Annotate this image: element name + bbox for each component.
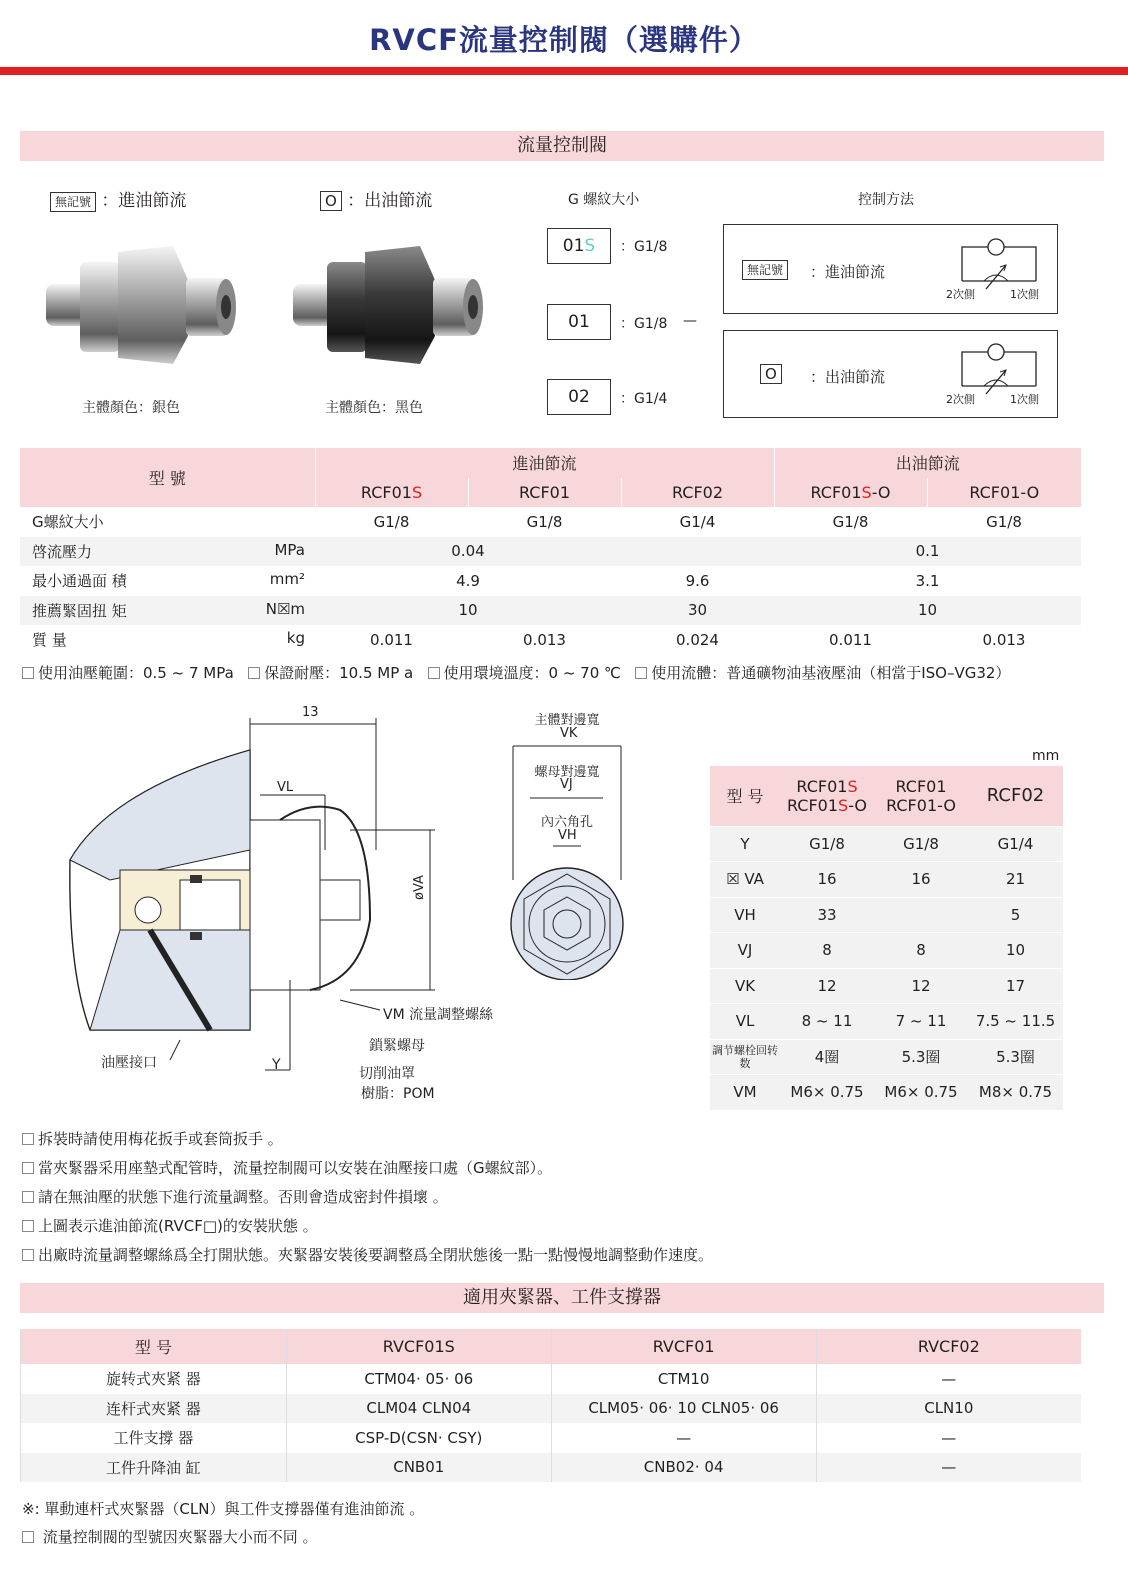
page-title: RVCF流量控制閥（選購件） (369, 23, 759, 57)
spec-model-label: 型 號 (20, 448, 315, 507)
spec-model-rcf02: RCF02 (621, 478, 774, 508)
no-mark-label: 無記號 (50, 192, 96, 212)
section-flow-control-band: 流量控制閥 (20, 131, 1104, 161)
section-applicable-band: 適用夾緊器、工件支撐器 (20, 1283, 1104, 1313)
dim-row: VM M6× 0.75 M6× 0.75 M8× 0.75 (710, 1075, 1063, 1111)
control-method-title: 控制方法 (858, 192, 914, 208)
code-size-01s: ：G1/8 (620, 239, 668, 255)
spec-row-pressure (20, 537, 1081, 567)
black-caption: 主體顏色：黑色 (325, 400, 423, 416)
spec-cell: G1/8 (373, 512, 410, 531)
note-item: 當夾緊器采用座墊式配管時，流量控制閥可以安裝在油壓接口處（G螺紋部）。 (22, 1157, 552, 1178)
table-row: 连杆式夾紧 器 CLM04 CLN04 CLM05· 06· 10 CLN05· 06 CLN10 (21, 1394, 1082, 1424)
ctrl-o-label: O (760, 364, 782, 384)
no-mark-legend (50, 186, 186, 212)
o-label: O (320, 191, 342, 211)
code-dash: — (683, 313, 697, 329)
g-thread-title: G 螺紋大小 (568, 192, 640, 208)
code-size-01: ：G1/8 (620, 316, 668, 332)
spec-model-rcf01s-o: RCF01S-O (774, 478, 927, 508)
spec-row-area (20, 566, 1081, 596)
spec-cell: G1/4 (679, 512, 716, 531)
spec-cell: G1/8 (526, 512, 563, 531)
spec-model-rcf01-o: RCF01-O (927, 478, 1081, 508)
code-box-02: 02 (547, 379, 611, 415)
dim-ova: øVA (412, 875, 427, 900)
note-item: 出廠時流量調整螺絲爲全打開狀態。夾緊器安裝後要調整爲全閉狀態後一點一點慢慢地調整動作速度。 (22, 1244, 713, 1265)
vk-title: 主體對邊寬 (534, 713, 600, 728)
label-resin: 樹脂：POM (361, 1086, 435, 1102)
dim-row: 調节螺栓回转数 4圈 5.3圈 5.3圈 (710, 1039, 1063, 1075)
o-text: ：出油節流 (347, 191, 433, 211)
ctrl-out-left-port: 2次側 (946, 393, 975, 406)
spec-cell (621, 537, 774, 567)
ctrl-no-mark-label: 無記號 (742, 260, 788, 280)
table-row: 工件升降油 缸 CNB01 CNB02· 04 — (21, 1453, 1082, 1483)
dim-row: Y G1/8 G1/8 G1/4 (710, 826, 1063, 862)
spec-cell: 0.013 (523, 630, 566, 649)
spec-row-mass (20, 625, 1081, 655)
spec-cell: G1/8 (832, 512, 869, 531)
spec-label: 最小通過面 積 mm² (32, 570, 305, 591)
spec-row-torque (20, 596, 1081, 626)
o-mark-legend (320, 186, 432, 211)
dim-row: VH 33 5 (710, 897, 1063, 933)
ctrl-out-right-port: 1次側 (1010, 393, 1039, 406)
ctrl-in-left-port: 2次側 (946, 288, 975, 301)
spec-cell: 10 (315, 596, 621, 626)
vj-label: VJ (560, 777, 573, 792)
spec-cell: 4.9 (456, 571, 480, 590)
title-divider (0, 67, 1128, 75)
table-row: 旋转式夾紧 器 CTM04· 05· 06 CTM10 — (21, 1364, 1082, 1394)
spec-group-inlet: 進油節流 (315, 448, 774, 478)
dim-header-col2: RCF01 RCF01-O (874, 766, 968, 826)
dim-row: ☒ VA 16 16 21 (710, 862, 1063, 898)
applicable-header: 型 号 RVCF01S RVCF01 RVCF02 (21, 1329, 1082, 1364)
label-y: Y (272, 1057, 281, 1073)
dim-header-col1: RCF01S RCF01S-O (780, 766, 874, 826)
spec-footnote: 使用油壓範圍：0.5 ~ 7 MPa 保證耐壓：10.5 MP a 使用環境溫度：0 ~ 70 ℃ 使用流體：普通礦物油基液壓油（相當于ISO–VG32） (22, 662, 1010, 683)
spec-label: 推薦緊固扭 矩 N☒m (20, 596, 315, 626)
spec-label: G螺紋大小 (32, 513, 104, 532)
dim-row: VJ 8 8 10 (710, 933, 1063, 969)
vj-title: 螺母對邊寬 (534, 765, 600, 780)
silver-caption: 主體顏色：銀色 (82, 400, 180, 416)
spec-group-outlet: 出油節流 (774, 448, 1081, 478)
dim-13: 13 (302, 705, 319, 720)
no-mark-text: ：進油節流 (101, 191, 187, 211)
spec-table (20, 448, 1081, 655)
control-box-outlet (723, 330, 1058, 418)
spec-cell: 0.1 (774, 537, 1081, 567)
code-size-02: ：G1/4 (620, 391, 668, 407)
spec-model-rcf01: RCF01 (468, 478, 621, 508)
label-cut-cover: 切削油罩 (359, 1066, 415, 1082)
spec-cell: 0.024 (676, 630, 719, 649)
spec-cell: 9.6 (685, 571, 710, 590)
table-row: 工件支撐 器 CSP-D(CSN· CSY) — — (21, 1423, 1082, 1453)
label-vm-screw: VM 流量調整螺絲 (383, 1007, 494, 1023)
ctrl-no-mark-text: ：進油節流 (810, 263, 886, 281)
note-item: 拆裝時請使用梅花扳手或套筒扳手 。 (22, 1128, 283, 1149)
spec-model-rcf01s: RCF01S (315, 478, 468, 508)
black-valve-image (285, 240, 495, 375)
dim-header-label: 型 号 (710, 766, 780, 826)
spec-cell: G1/8 (986, 512, 1022, 531)
control-box-inlet (723, 224, 1058, 314)
spec-cell: 3.1 (915, 571, 940, 590)
code-box-01: 01 (547, 304, 611, 340)
spec-cell: 0.011 (829, 630, 872, 649)
spec-cell: 30 (621, 596, 774, 626)
note-item: 請在無油壓的狀態下進行流量調整。否則會造成密封件損壞 。 (22, 1186, 448, 1207)
vk-label: VK (560, 726, 578, 741)
ctrl-in-right-port: 1次側 (1010, 288, 1039, 301)
label-port: 油壓接口 (101, 1055, 157, 1071)
dim-row: VL 8 ~ 11 7 ~ 11 7.5 ~ 11.5 (710, 1004, 1063, 1040)
spec-row-thread (20, 507, 1081, 537)
silver-valve-image (38, 240, 248, 375)
footnote-model: 流量控制閥的型號因夾緊器大小而不同 。 (22, 1526, 318, 1547)
spec-cell: 0.011 (370, 630, 413, 649)
spec-label: 質 量 kg (32, 629, 305, 650)
spec-cell: 0.013 (982, 630, 1026, 649)
dimension-table (710, 766, 1063, 1111)
vh-title: 內六角孔 (540, 815, 593, 830)
footnote-cln: ※: 單動連杆式夾緊器（CLN）與工件支撐器僅有進油節流 。 (22, 1500, 425, 1518)
label-lock-nut: 鎖緊螺母 (369, 1038, 425, 1054)
installation-section-drawing (50, 700, 510, 1110)
dim-unit: mm (1032, 748, 1060, 764)
spec-label: 啓流壓力 MPa (20, 537, 315, 567)
ctrl-o-text: ：出油節流 (810, 368, 886, 386)
note-item: 上圖表示進油節流(RVCF□)的安裝狀態 。 (22, 1215, 318, 1236)
spec-cell: 10 (774, 596, 1081, 626)
code-box-01s: 01S (547, 228, 611, 264)
dim-vl: VL (277, 780, 294, 795)
dim-row: VK 12 12 17 (710, 968, 1063, 1004)
vh-label: VH (558, 828, 577, 843)
spec-cell: 0.04 (315, 537, 621, 567)
applicable-table (20, 1329, 1081, 1482)
dim-header-col3: RCF02 (968, 766, 1063, 826)
